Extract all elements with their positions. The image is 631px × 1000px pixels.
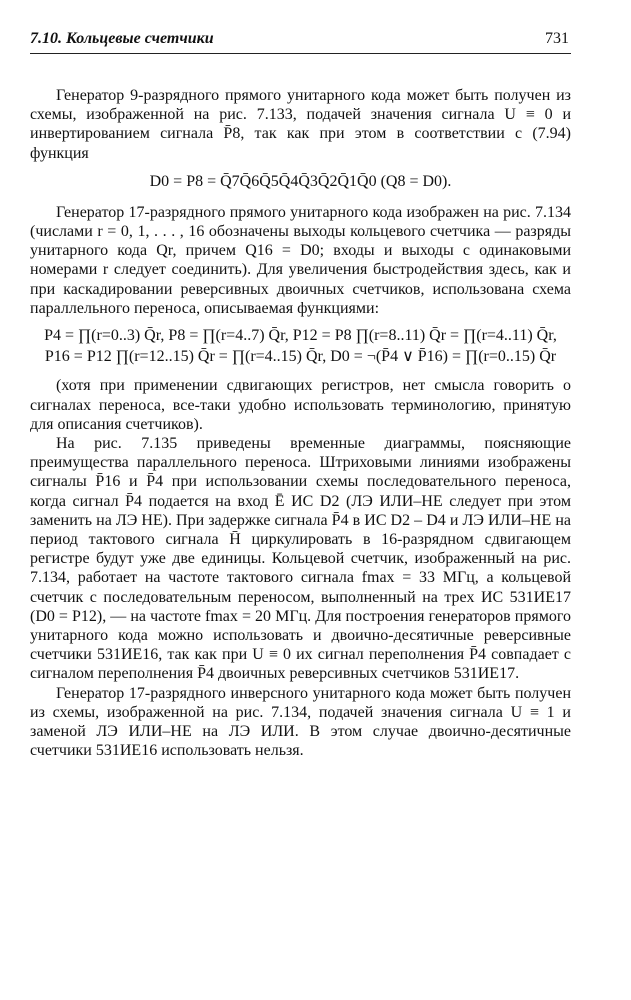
- carry-equation-line-1: P4 = ∏(r=0..3) Q̄r, P8 = ∏(r=4..7) Q̄r, P12 = P8 ∏(r=8..11) Q̄r = ∏(r=4..11) Q̄r,: [44, 327, 557, 345]
- paragraph-5: Генератор 17-разрядного инверсного унитарного кода может быть получен из схемы, изображенной на рис. 7.134, подачей значения сигнала U ≡ 1 и заменой ЛЭ ИЛИ–НЕ на ЛЭ ИЛИ. В этом случае двоично-десятичные счетчики 531ИЕ16 использовать нельзя.: [30, 684, 571, 760]
- equation-1: D0 = P8 = Q̄7Q̄6Q̄5Q̄4Q̄3Q̄2Q̄1Q̄0 (Q8 = D0).: [149, 172, 452, 190]
- carry-equations: [30, 326, 571, 366]
- header-rule: [30, 53, 571, 54]
- section-title: 7.10. Кольцевые счетчики: [30, 30, 214, 47]
- paragraph-2: Генератор 17-разрядного прямого унитарного кода изображен на рис. 7.134 (числами r = 0, 1, . . . , 16 обозначены выходы кольцевого счетчика — разряды унитарного кода Qr, причем Q16 = D0; входы и выходы с одинаковыми номерами r следует соединить). Для увеличения быстродействия здесь, как и при каскадировании реверсивных двоичных счетчиков, использована схема параллельного переноса, описываемая функциями:: [30, 203, 571, 317]
- carry-equation-line-2: P16 = P12 ∏(r=12..15) Q̄r = ∏(r=4..15) Q̄r, D0 = ¬(P̄4 ∨ P̄16) = ∏(r=0..15) Q̄r: [44, 348, 557, 366]
- paragraph-4: На рис. 7.135 приведены временные диаграммы, поясняющие преимущества параллельного переноса. Штриховыми линиями изображены сигналы P̄16 и P̄4 при использовании схемы последовательного переноса, когда сигнал P̄4 подается на вход Ē ИС D2 (ЛЭ ИЛИ–НЕ следует при этом заменить на ЛЭ НЕ). При задержке сигнала P̄4 в ИС D2 – D4 и ЛЭ ИЛИ–НЕ на период тактового сигнала H̄ циркулировать в 16-разрядном сдвигающем регистре будут уже две единицы. Кольцевой счетчик, изображенный на рис. 7.134, работает на частоте тактового сигнала fmax = 33 МГц, а кольцевой счетчик с последовательным переносом, выполненный на трех ИС 531ИЕ17 (D0 = P12), — на частоте fmax = 20 МГц. Для построения генераторов прямого унитарного кода можно использовать и двоично-десятичные реверсивные счетчики 531ИЕ16, так как при U ≡ 0 их сигнал переполнения P̄4 совпадает с сигналом переполнения P̄4 двоичных реверсивных счетчиков 531ИЕ17.: [30, 435, 571, 683]
- running-header: [30, 30, 571, 53]
- paragraph-1: Генератор 9-разрядного прямого унитарного кода может быть получен из схемы, изображенной на рис. 7.133, подачей значения сигнала U ≡ 0 и инвертированием сигнала P̄8, так как при этом в соответствии с (7.94) функция: [30, 87, 571, 162]
- page-number: 731: [545, 30, 569, 47]
- paragraph-3: (хотя при применении сдвигающих регистров, нет смысла говорить о сигналах переноса, все-таки удобно использовать терминологию, принятую для описания счетчиков).: [30, 377, 571, 433]
